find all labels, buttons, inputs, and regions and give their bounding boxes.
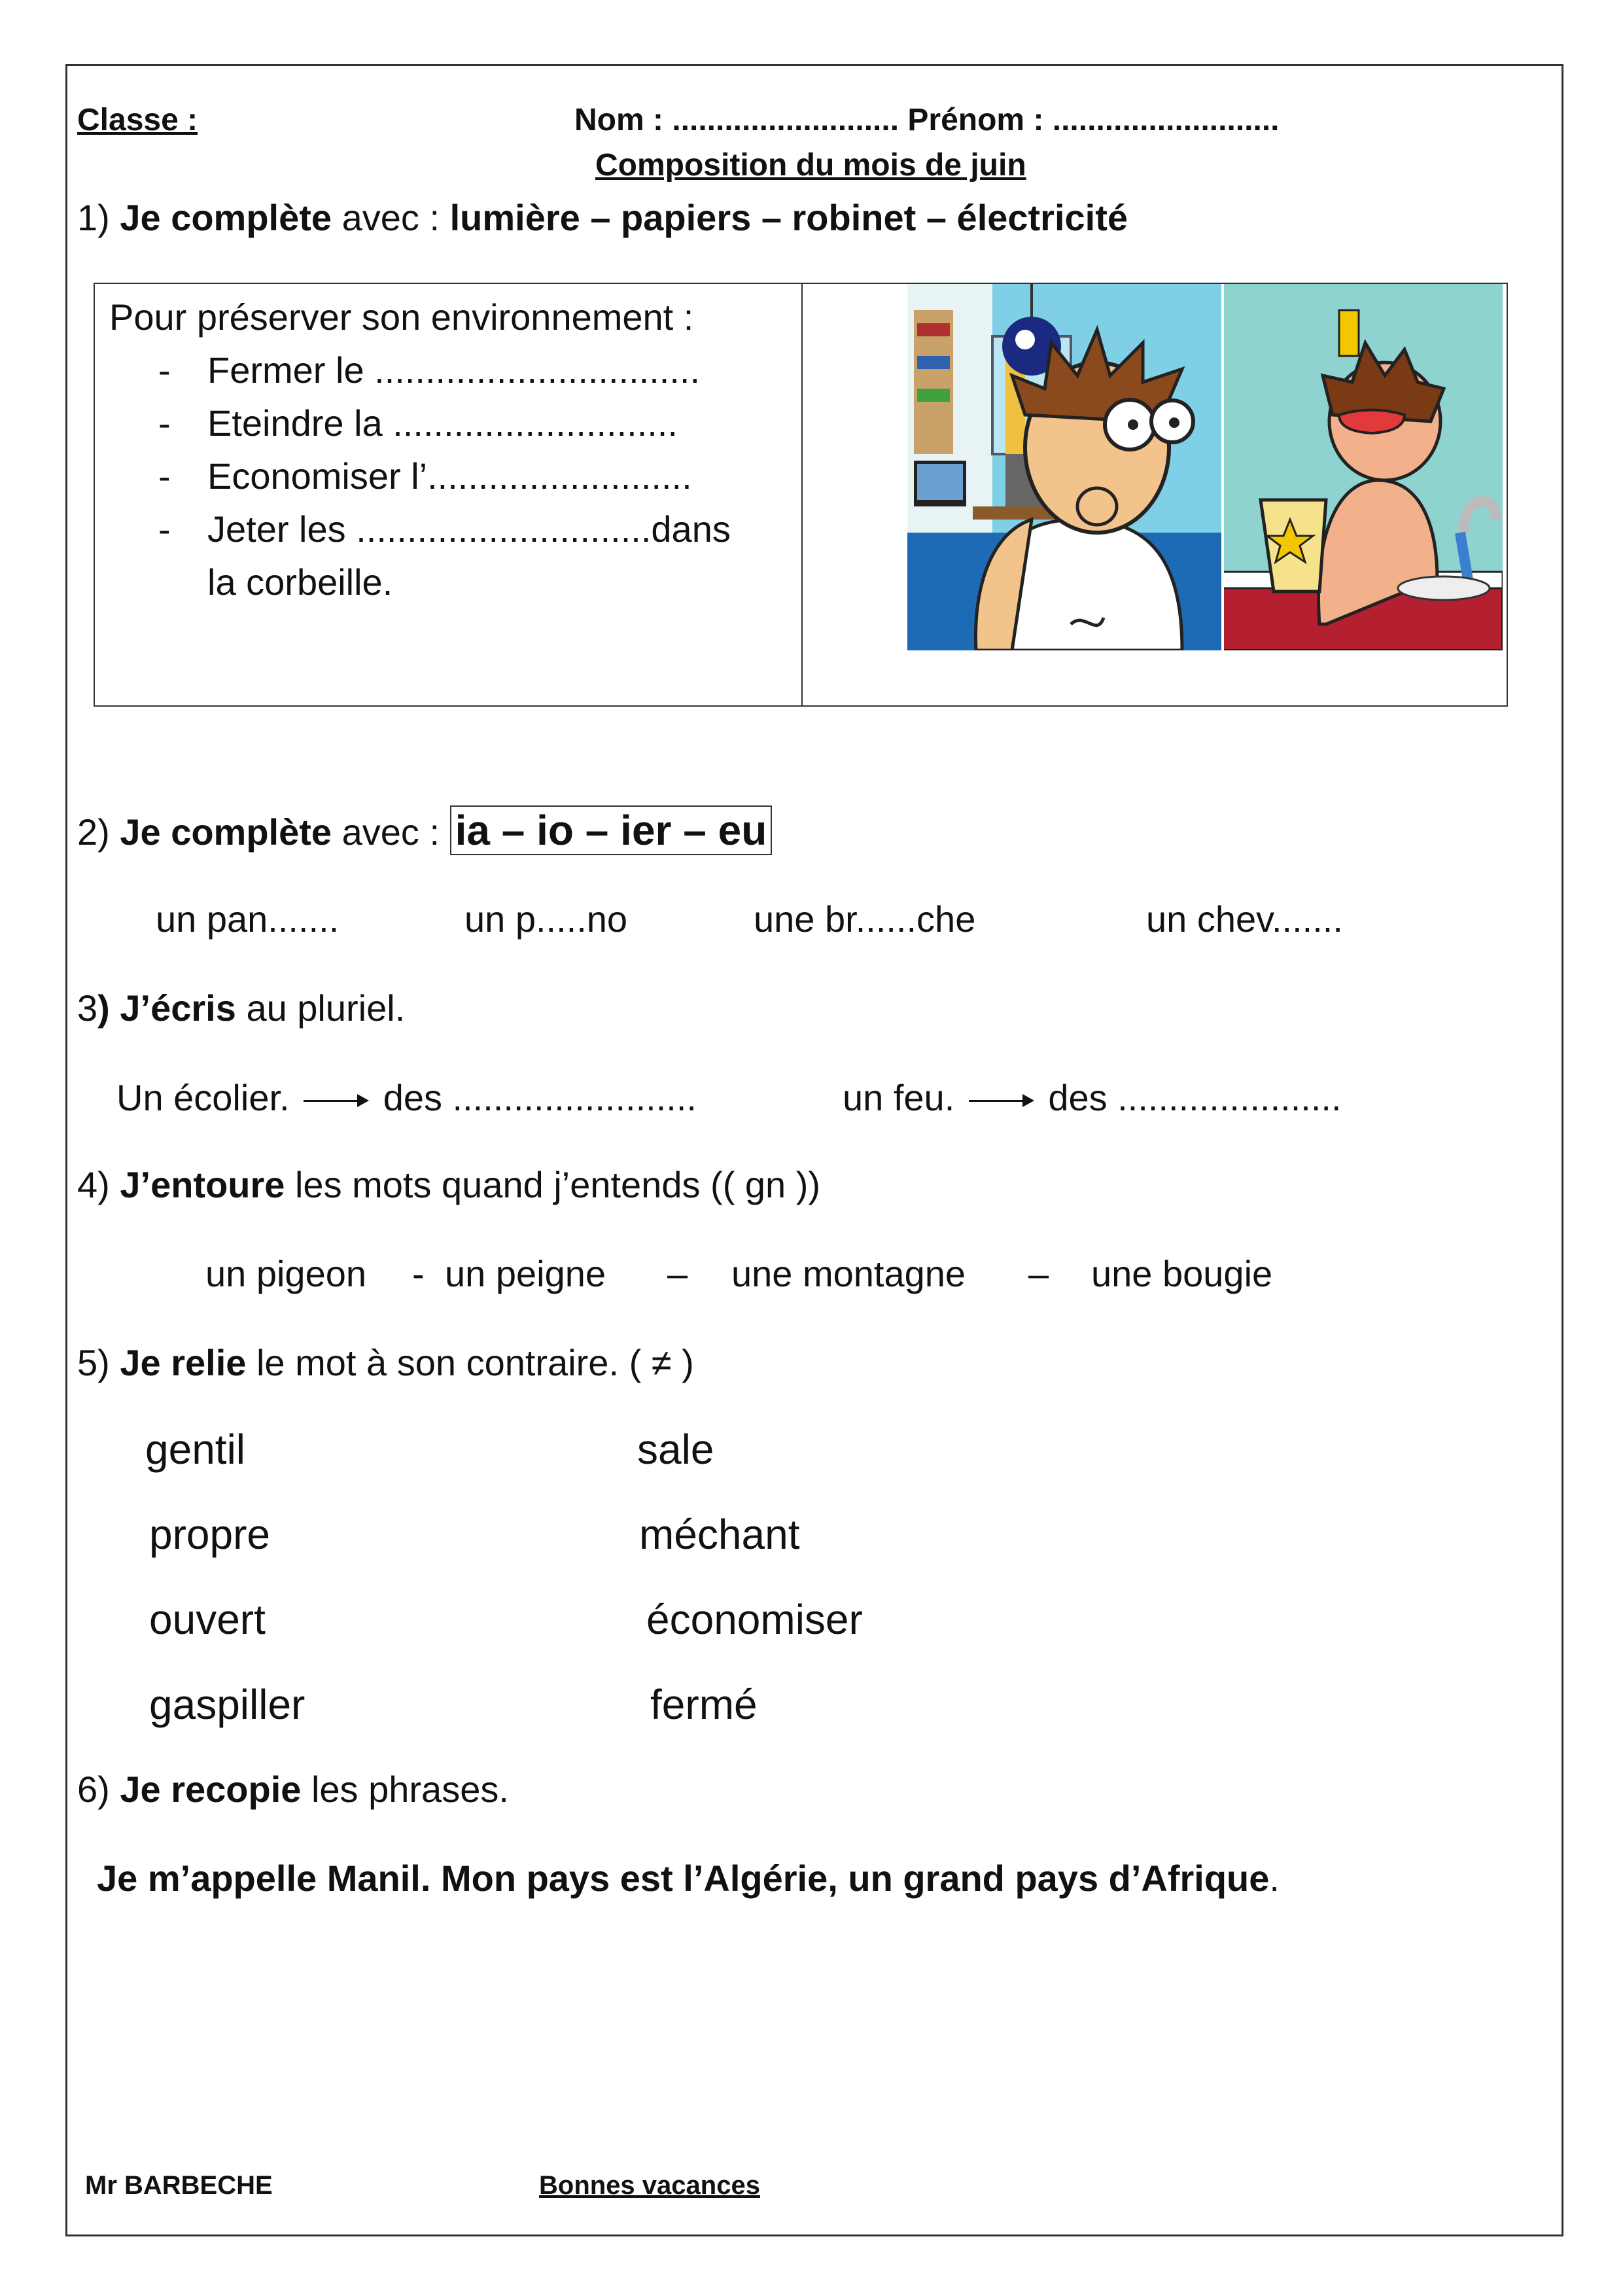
page-title: Composition du mois de juin bbox=[595, 148, 1026, 183]
q4-word-2: un peigne bbox=[445, 1253, 606, 1294]
teacher-name: Mr BARBECHE bbox=[85, 2171, 273, 2200]
q1-instructions bbox=[109, 291, 731, 609]
q2-word-2: un p.....no bbox=[464, 898, 628, 940]
q5-right-1: sale bbox=[637, 1426, 714, 1473]
q3-verb: J’écris bbox=[120, 987, 236, 1029]
question-6 bbox=[77, 1768, 509, 1810]
list-item: - Jeter les .............................dans bbox=[158, 508, 731, 550]
classe-label: Classe : bbox=[77, 103, 198, 137]
q6-verb: Je recopie bbox=[120, 1769, 302, 1810]
q4-sep-2: – bbox=[667, 1253, 688, 1294]
q2-verb: Je complète bbox=[120, 811, 332, 853]
q5-left-1: gentil bbox=[145, 1426, 245, 1473]
q2-word-1: un pan....... bbox=[156, 898, 340, 940]
q3-left-plural: des ........................ bbox=[383, 1077, 697, 1118]
nom-prenom-line: Nom : .......................... Prénom : .......................... bbox=[574, 103, 1280, 137]
q5-rest: le mot à son contraire. ( ≠ ) bbox=[256, 1342, 694, 1383]
q5-right-2: méchant bbox=[639, 1511, 800, 1558]
environment-illustration bbox=[816, 284, 1503, 650]
q4-rest: les mots quand j’entends (( gn )) bbox=[294, 1164, 821, 1205]
list-item: - Economiser l’.......................... bbox=[158, 455, 692, 497]
table-divider bbox=[801, 284, 803, 705]
q6-sentence-text: Je m’appelle Manil. Mon pays est l’Algérie, un grand pays d’Afrique bbox=[97, 1858, 1270, 1899]
list-item: - Fermer le ................................ bbox=[158, 349, 701, 391]
q4-verb: J’entoure bbox=[120, 1164, 285, 1205]
q6-period: . bbox=[1269, 1858, 1280, 1899]
list-item-continuation: la corbeille. bbox=[207, 561, 393, 603]
q5-left-3: ouvert bbox=[149, 1596, 266, 1643]
q4-number: 4) bbox=[77, 1164, 110, 1205]
q1-word-list: lumière – papiers – robinet – électricité bbox=[449, 197, 1128, 238]
q2-word-4: un chev....... bbox=[1146, 898, 1343, 940]
q5-left-2: propre bbox=[149, 1511, 270, 1558]
question-4 bbox=[77, 1163, 820, 1206]
q3-paren: ) bbox=[97, 987, 110, 1029]
q2-avec: avec : bbox=[341, 811, 440, 853]
q5-right-3: économiser bbox=[646, 1596, 863, 1643]
question-5 bbox=[77, 1341, 694, 1384]
q5-left-4: gaspiller bbox=[149, 1681, 305, 1728]
q2-boxed-choices: ia – io – ier – eu bbox=[450, 805, 773, 855]
list-item: - Eteindre la ............................ bbox=[158, 402, 678, 444]
q3-left-word: Un écolier. bbox=[116, 1077, 290, 1118]
footer-wish: Bonnes vacances bbox=[539, 2171, 760, 2200]
q3-right-plural: des ...................... bbox=[1048, 1077, 1342, 1118]
q3-right bbox=[843, 1076, 1342, 1119]
question-1 bbox=[77, 196, 1128, 239]
q5-right-4: fermé bbox=[650, 1681, 758, 1728]
q1-avec: avec : bbox=[341, 197, 440, 238]
q3-number: 3 bbox=[77, 987, 98, 1029]
q4-sep-3: – bbox=[1028, 1253, 1049, 1294]
q5-number: 5) bbox=[77, 1342, 110, 1383]
arrow-right-icon bbox=[969, 1094, 1034, 1107]
q1-intro: Pour préserver son environnement : bbox=[109, 296, 694, 338]
q4-word-3: une montagne bbox=[731, 1253, 966, 1294]
q1-verb: Je complète bbox=[120, 197, 332, 238]
q4-sep-1: - bbox=[412, 1253, 425, 1294]
question-3 bbox=[77, 987, 405, 1029]
q4-word-4: une bougie bbox=[1091, 1253, 1273, 1294]
q5-verb: Je relie bbox=[120, 1342, 247, 1383]
q6-rest: les phrases. bbox=[311, 1769, 509, 1810]
q6-number: 6) bbox=[77, 1769, 110, 1810]
q4-word-1: un pigeon bbox=[205, 1253, 367, 1294]
q2-word-3: une br......che bbox=[754, 898, 976, 940]
q3-rest: au pluriel. bbox=[246, 987, 406, 1029]
arrow-right-icon bbox=[304, 1094, 369, 1107]
q1-number: 1) bbox=[77, 197, 110, 238]
q3-right-word: un feu. bbox=[843, 1077, 955, 1118]
q3-left bbox=[116, 1076, 697, 1119]
q2-number: 2) bbox=[77, 811, 110, 853]
q6-sentence bbox=[97, 1857, 1280, 1899]
question-2 bbox=[77, 806, 772, 855]
q1-table bbox=[94, 283, 1508, 707]
